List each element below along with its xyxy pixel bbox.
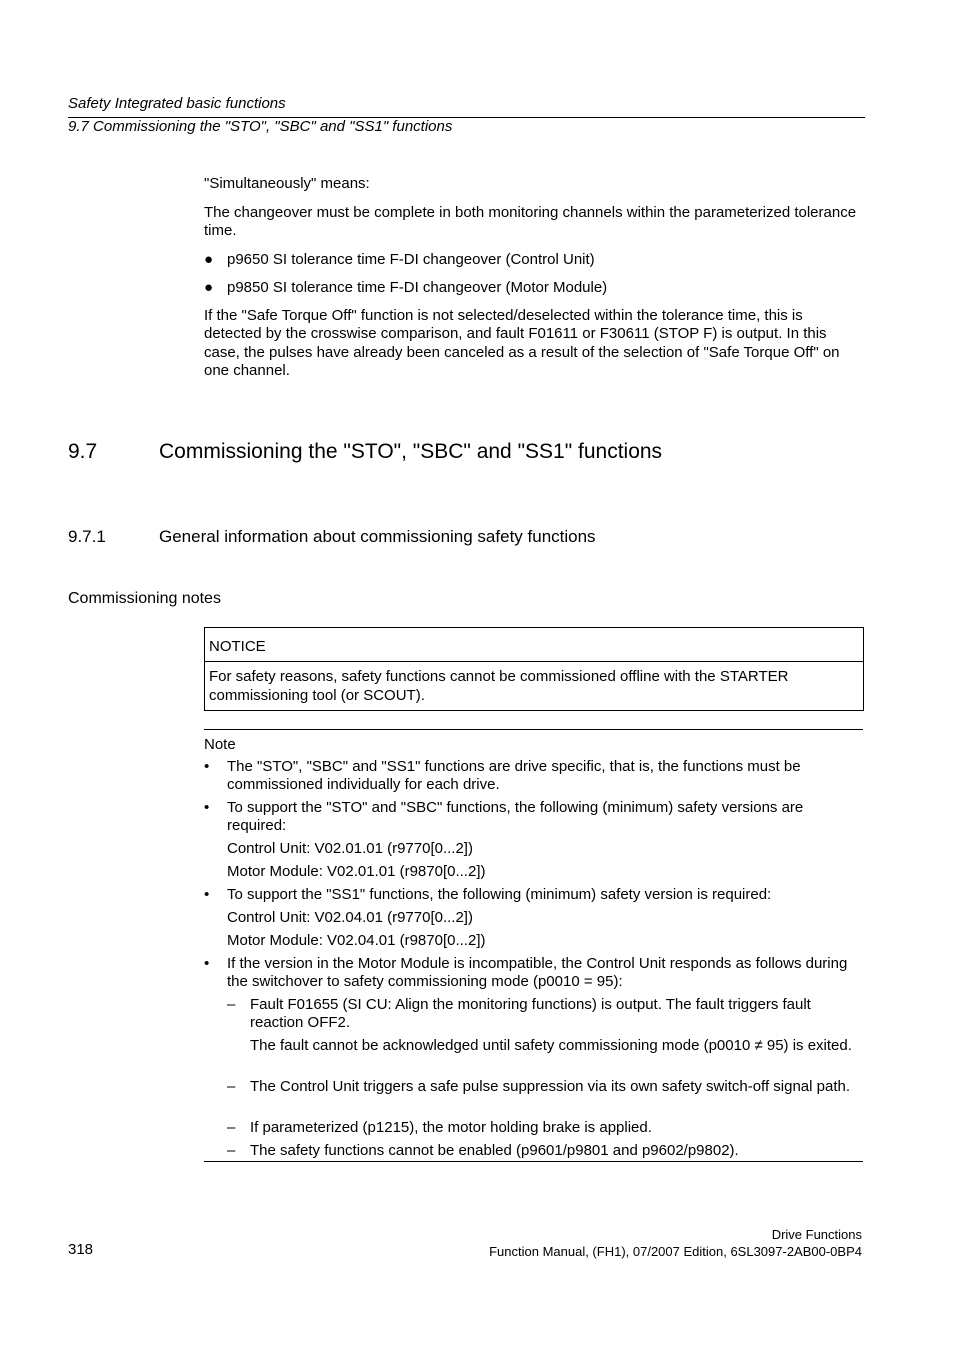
dash-marker: – — [227, 996, 236, 1013]
section-number: 9.7 — [68, 440, 98, 463]
note-top-rule — [204, 729, 863, 730]
footer-edition: Function Manual, (FH1), 07/2007 Edition, 6SL3097-2AB00-0BP4 — [489, 1244, 862, 1259]
bullet-dot-icon: • — [204, 758, 210, 775]
notice-label: NOTICE — [209, 638, 266, 655]
note-label: Note — [204, 736, 236, 753]
note-dash-text: The fault cannot be acknowledged until safety commissioning mode (p0010 ≠ 95) is exited. — [250, 1037, 852, 1054]
note-dash-text: If parameterized (p1215), the motor holding brake is applied. — [250, 1119, 652, 1136]
dash-marker: – — [227, 1142, 236, 1159]
intro-bullet-2 — [204, 279, 864, 298]
bullet-text: p9850 SI tolerance time F-DI changeover (Motor Module) — [227, 279, 608, 296]
bullet-dot-icon: ● — [204, 250, 214, 268]
bullet-dot-icon: ● — [204, 279, 214, 296]
version-motor-module: Motor Module: V02.01.01 (r9870[0...2]) — [227, 863, 486, 880]
note-bottom-rule — [204, 1161, 863, 1162]
intro-paragraph-1: "Simultaneously" means: — [204, 175, 370, 192]
dash-marker: – — [227, 1078, 236, 1095]
section-heading — [68, 440, 868, 466]
running-header-section: 9.7 Commissioning the "STO", "SBC" and "SS1" functions — [68, 118, 453, 135]
bullet-dot-icon: • — [204, 886, 210, 903]
section-title: Commissioning the "STO", "SBC" and "SS1" functions — [159, 440, 663, 463]
note-item-text: To support the "SS1" functions, the following (minimum) safety version is required: — [227, 886, 772, 903]
page-number: 318 — [68, 1241, 94, 1258]
footer-title: Drive Functions — [771, 1227, 862, 1242]
header-rule — [68, 117, 865, 118]
notice-text: For safety reasons, safety functions cannot be commissioned offline with the STARTER commissioning tool (or SCOUT). — [209, 668, 789, 704]
bullet-dot-icon: • — [204, 955, 210, 972]
note-dash-text: The Control Unit triggers a safe pulse suppression via its own safety switch-off signal path. — [250, 1078, 851, 1095]
note-item-text: The "STO", "SBC" and "SS1" functions are drive specific, that is, the functions must be commissioned individually for each drive. — [227, 758, 801, 793]
dash-marker: – — [227, 1119, 236, 1136]
version-control-unit: Control Unit: V02.04.01 (r9770[0...2]) — [227, 909, 473, 926]
notice-box — [204, 627, 864, 711]
version-motor-module: Motor Module: V02.04.01 (r9870[0...2]) — [227, 932, 486, 949]
subsection-title: General information about commissioning safety functions — [159, 527, 596, 546]
version-control-unit: Control Unit: V02.01.01 (r9770[0...2]) — [227, 840, 473, 857]
note-dash-text: The safety functions cannot be enabled (p9601/p9801 and p9602/p9802). — [250, 1142, 739, 1159]
note-item-text: To support the "STO" and "SBC" functions, the following (minimum) safety versions are required: — [227, 799, 804, 834]
intro-paragraph-2: The changeover must be complete in both monitoring channels within the parameterized tolerance time. — [204, 203, 857, 239]
note-block — [204, 736, 864, 1159]
subsection-number: 9.7.1 — [68, 527, 106, 546]
commissioning-notes-heading: Commissioning notes — [68, 590, 221, 607]
bullet-text: p9650 SI tolerance time F-DI changeover (Control Unit) — [227, 250, 595, 268]
notice-divider — [205, 661, 863, 662]
subsection-heading — [68, 527, 868, 549]
note-item-text: If the version in the Motor Module is incompatible, the Control Unit responds as follows during the switchover to safety commissioning mode (p0010 = 95): — [227, 955, 848, 990]
note-dash-text: Fault F01655 (SI CU: Align the monitoring functions) is output. The fault triggers fault reaction OFF2. — [250, 996, 811, 1031]
intro-bullet-1 — [204, 251, 864, 270]
running-header-chapter: Safety Integrated basic functions — [68, 95, 286, 112]
intro-paragraph-3: If the "Safe Torque Off" function is not selected/deselected within the tolerance time, this is detected by the crosswise comparison, and fault F01611 or F30611 (STOP F) is output. In this case, the pulses have already been canceled as a result of the selection of "Safe Torque Off" on one channel. — [204, 306, 840, 379]
intro-block — [204, 175, 864, 381]
bullet-dot-icon: • — [204, 799, 210, 816]
